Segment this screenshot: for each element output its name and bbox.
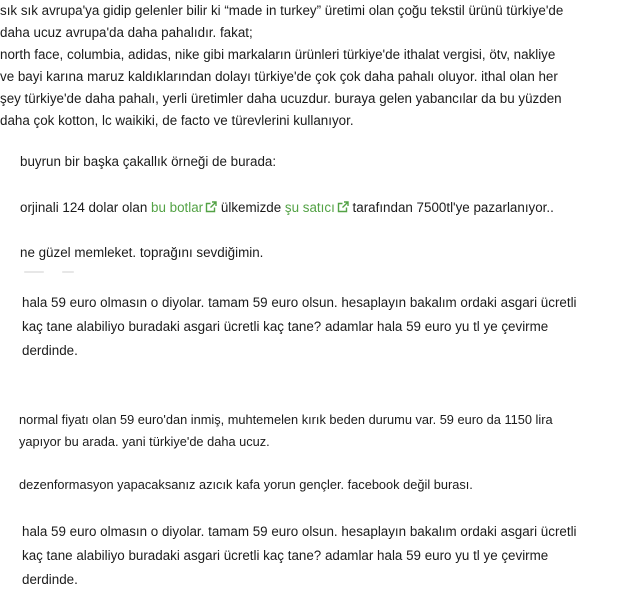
quote-line: derdinde.: [22, 343, 78, 358]
example-intro: buyrun bir başka çakallık örneği de burada:: [20, 154, 277, 169]
example-middle: ülkemizde: [220, 200, 282, 215]
reply-text: [19, 409, 619, 453]
external-link-icon: [337, 201, 349, 213]
example-suffix: tarafından 7500tl'ye pazarlanıyor..: [352, 200, 554, 215]
country-line: ne güzel memleket. toprağını sevdiğimin.: [20, 245, 264, 260]
quote-line: kaç tane alabiliyo buradaki asgari ücretli kaç tane? adamlar hala 59 euro yu tl ye çevirme: [22, 319, 549, 334]
entry-line: daha ucuz avrupa'da daha pahalıdır. fakat;: [0, 25, 253, 40]
boots-link-label: bu botlar: [151, 200, 204, 215]
quote-line: kaç tane alabiliyo buradaki asgari ücretli kaç tane? adamlar hala 59 euro yu tl ye çevirme: [22, 548, 549, 563]
reply-line: yapıyor bu arada. yani türkiye'de daha ucuz.: [19, 434, 270, 449]
disinfo-line: dezenformasyon yapacaksanız azıcık kafa yorun gençler. facebook değil burası.: [19, 477, 473, 492]
seller-link[interactable]: [285, 200, 349, 215]
example-line: [20, 197, 620, 219]
divider-mark: [24, 271, 44, 273]
entry-line: north face, columbia, adidas, nike gibi markaların ürünleri türkiye'de ithalat vergisi, ötv, nakliye: [0, 47, 556, 62]
entry-line: daha çok kotton, lc waikiki, de facto ve türevlerini kullanıyor.: [0, 113, 354, 128]
example-prefix: orjinali 124 dolar olan: [20, 200, 148, 215]
boots-link[interactable]: [151, 200, 217, 215]
quoted-comment: [22, 291, 622, 363]
entry-line: ve bayi karına maruz kaldıklarından dolayı türkiye'de çok çok daha pahalı oluyor. ithal olan her: [0, 69, 558, 84]
divider-mark: [62, 271, 74, 273]
quote-line: hala 59 euro olmasın o diyolar. tamam 59 euro olsun. hesaplayın bakalım ordaki asgari ücretli: [22, 524, 577, 539]
seller-link-label: şu satıcı: [284, 200, 335, 215]
entry-line: şey türkiye'de daha pahalı, yerli üretimler daha ucuzdur. buraya gelen yabancılar da bu yüzden: [0, 91, 562, 106]
quote-line: derdinde.: [22, 572, 78, 587]
external-link-icon: [205, 201, 217, 213]
quoted-comment: [22, 520, 622, 592]
entry-content-top: [0, 0, 612, 132]
entry-line: sık sık avrupa'ya gidip gelenler bilir ki “made in turkey” üretimi olan çoğu tekstil ürünü türkiye'de: [0, 3, 564, 18]
reply-line: normal fiyatı olan 59 euro'dan inmiş, muhtemelen kırık beden durumu var. 59 euro da 1150 lira: [19, 412, 553, 427]
quote-line: hala 59 euro olmasın o diyolar. tamam 59 euro olsun. hesaplayın bakalım ordaki asgari ücretli: [22, 295, 577, 310]
